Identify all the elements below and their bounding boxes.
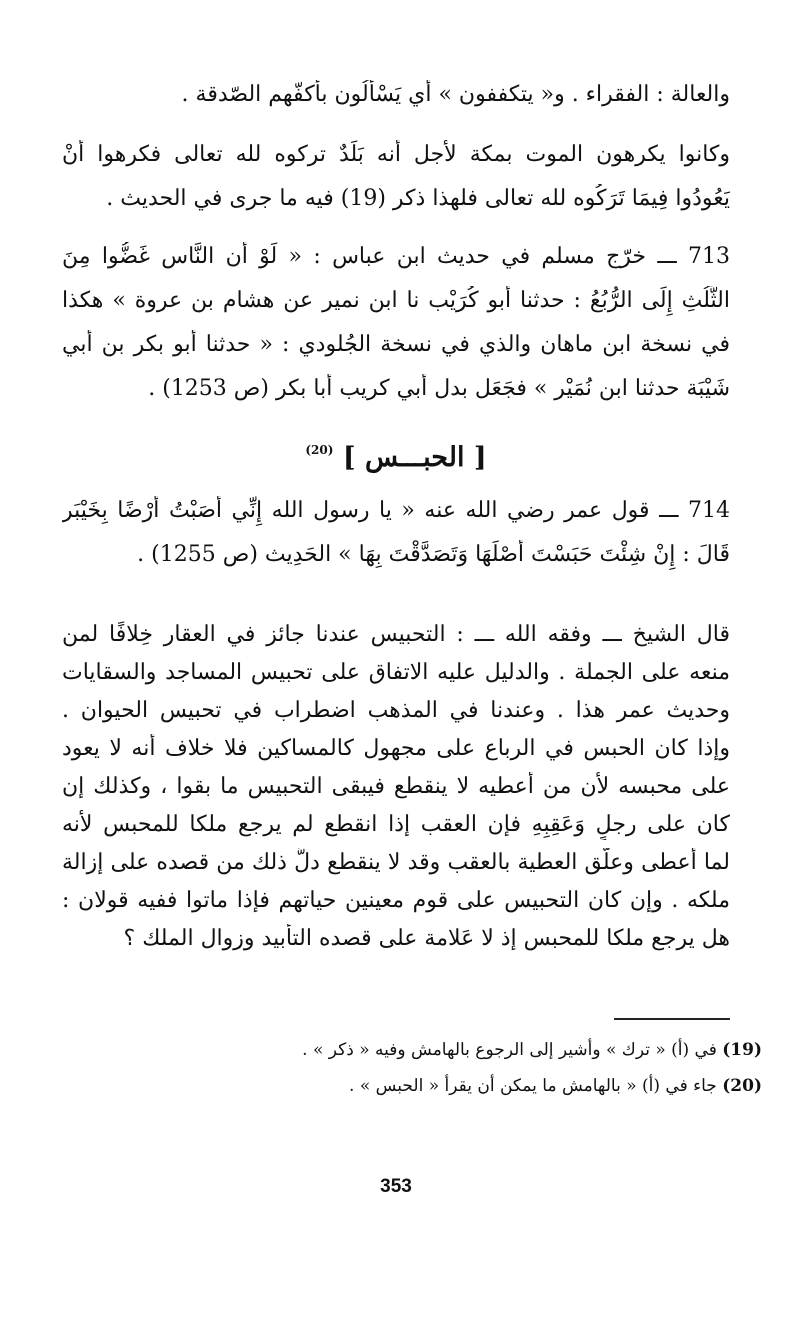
para2-line-1: وكانوا يكرهون الموت بمكة لأجل أنه بَلَدٌ تركوه لله تعالى فكرهوا أنْ bbox=[62, 142, 730, 167]
footnote-20-number: (20) bbox=[722, 1076, 762, 1096]
para4-line-2: قَالَ : إِنْ شِئْتَ حَبَسْتَ أَصْلَهَا وَتَصَدَّقْتَ بِهَا » الحَدِيث (ص 1255) . bbox=[137, 542, 730, 567]
para4-line-1: 714 ـــ قول عمر رضي الله عنه « يا رسول الله إِنِّي أَصَبْتُ أَرْضًا بِخَيْبَر bbox=[62, 498, 730, 523]
footnote-19-number: (19) bbox=[722, 1040, 762, 1060]
footnote-20 bbox=[62, 1074, 762, 1098]
para3-line-3: في نسخة ابن ماهان والذي في نسخة الجُلودي : « حدثنا أبو بكر بن أبي bbox=[62, 332, 730, 357]
footnote-20-text: جاء في (أ) « بالهامش ما يمكن أن يقرأ « الحبس » . bbox=[349, 1076, 717, 1096]
footnote-19-text: في (أ) « ترك » وأشير إلى الرجوع بالهامش وفيه « ذكر » . bbox=[302, 1040, 717, 1060]
para5-line-1: قال الشيخ ـــ وفقه الله ـــ : التحبيس عندنا جائز في العقار خِلافًا لمن bbox=[62, 622, 730, 647]
para5-line-6: كان على رجلٍ وَعَقِبِهِ فإن العقب إذا انقطع لم يرجع ملكا للمحبس لأنه bbox=[62, 812, 730, 837]
para3-line-2: الثُّلُثِ إِلَى الرُّبُعُ : حدثنا أبو كُرَيْب نا ابن نمير عن هشام بن عروة » هكذا bbox=[62, 288, 730, 313]
para5-line-8: ملكه . وإن كان التحبيس على قوم معينين حياتهم فإذا ماتوا ففيه قولان : bbox=[62, 888, 730, 913]
para5-line-4: وإذا كان الحبس في الرباع على مجهول كالمساكين فلا خلاف أنه لا يعود bbox=[62, 736, 730, 761]
para5-line-2: منعه على الجملة . والدليل عليه الاتفاق على تحبيس المساجد والسقايات bbox=[62, 660, 730, 685]
section-heading-note: (20) bbox=[305, 443, 334, 457]
para1-line-1: والعالة : الفقراء . و« يتكففون » أي يَسْأَلُون بأَكفّهم الصّدقة . bbox=[181, 82, 730, 107]
footnote-separator bbox=[614, 1018, 730, 1020]
footnote-19 bbox=[62, 1038, 762, 1062]
para5-line-9: هل يرجع ملكا للمحبس إذ لا عَلامة على قصده التأْبيد وزوال الملك ؟ bbox=[123, 926, 730, 951]
para3-line-1: 713 ـــ خرّج مسلم في حديث ابن عباس : « لَوْ أن النَّاس غَضُّوا مِنَ bbox=[62, 244, 730, 269]
para5-line-5: على محبسه لأن من أُعطيه لا ينقطع فيبقى التحبيس ما بقوا ، وكذلك إن bbox=[62, 774, 730, 799]
page-number: 353 bbox=[380, 1176, 412, 1197]
para5-line-7: لما أعطى وعلّق العطية بالعقب وقد لا ينقطع دلَّ ذلك من قصده على إزالة bbox=[62, 850, 730, 875]
para3-line-4: شَيْبَة حدثنا ابن نُمَيْر » فجَعَل بدل أبي كريب أبا بكر (ص 1253) . bbox=[148, 376, 730, 401]
para5-line-3: وحديث عمر هذا . وعندنا في المذهب اضطراب في تحبيس الحيوان . bbox=[62, 698, 730, 723]
section-heading bbox=[0, 432, 792, 476]
para2-line-2: يَعُودُوا فِيمَا تَرَكُوه لله تعالى فلهذا ذكر (19) فيه ما جرى في الحديث . bbox=[106, 186, 730, 211]
section-heading-title: [ الحبـــس ] bbox=[342, 442, 487, 473]
